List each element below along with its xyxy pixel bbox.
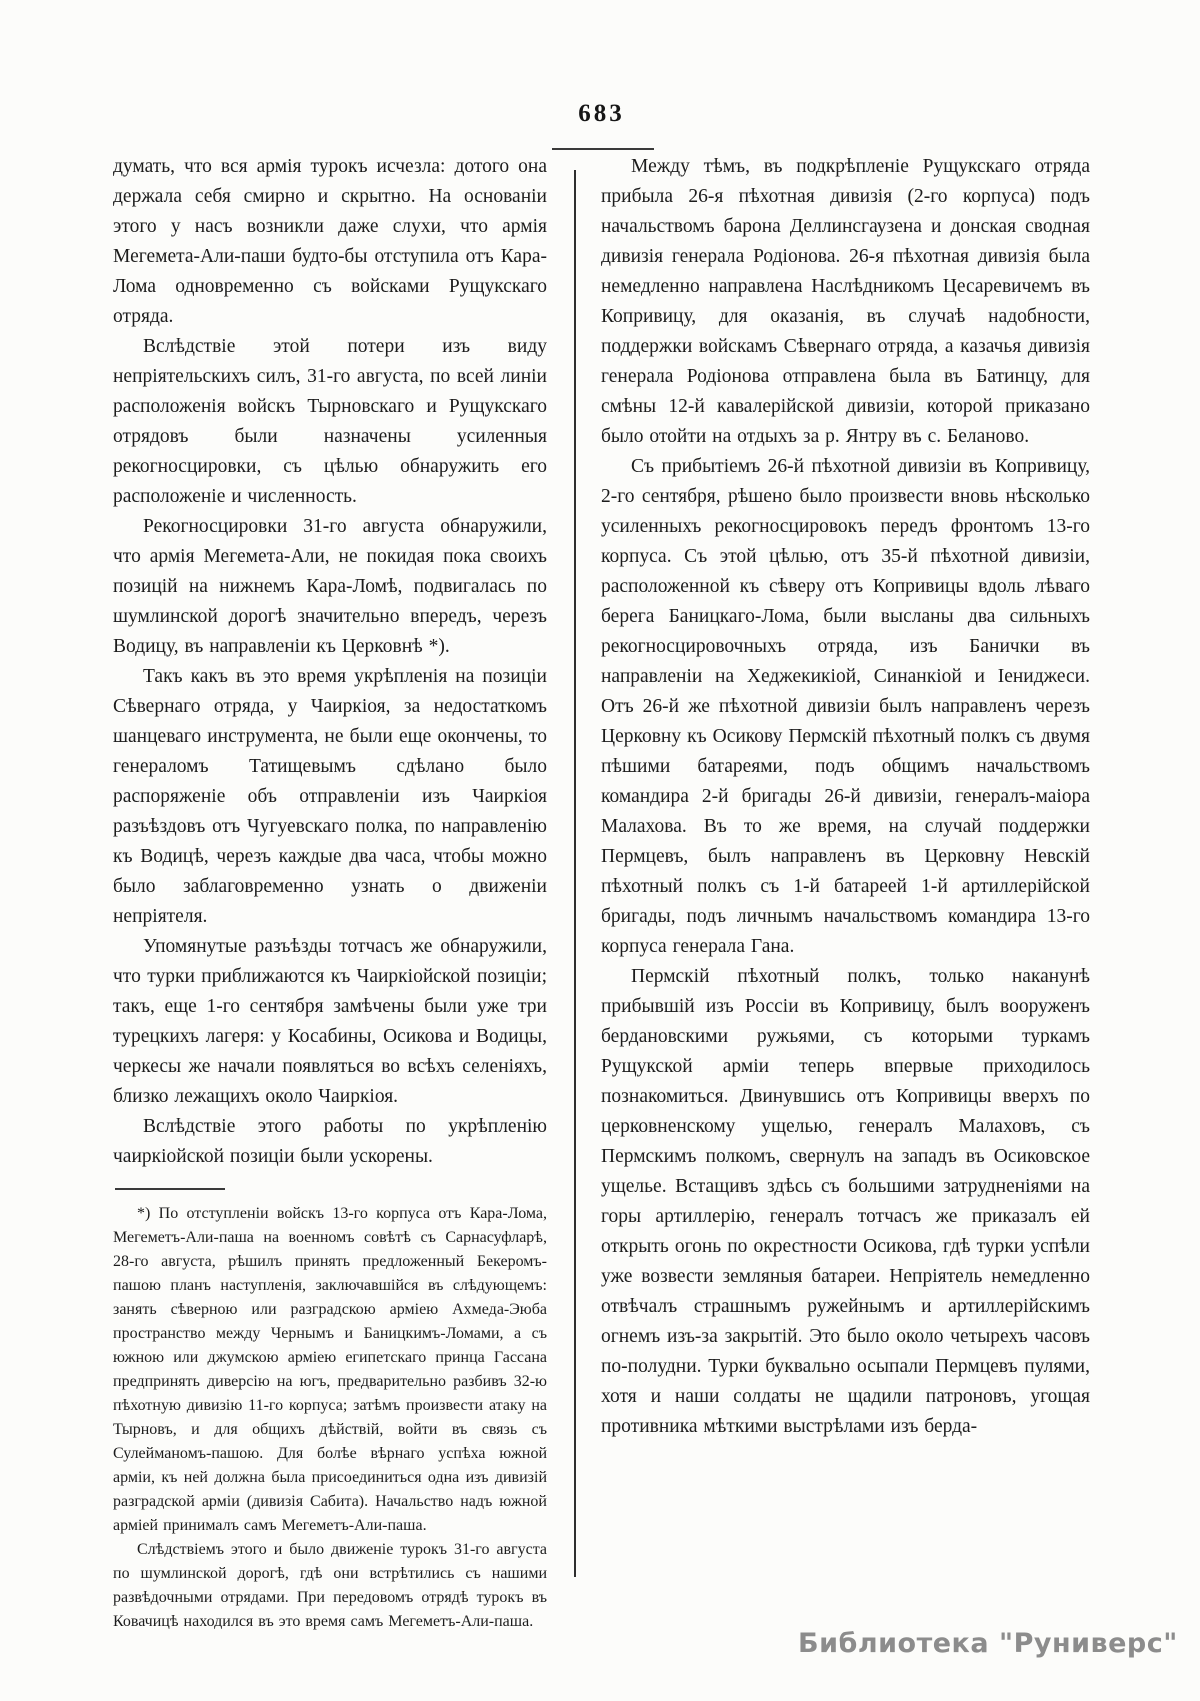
left-column (113, 152, 547, 1634)
footnote-separator (115, 1188, 225, 1190)
column-divider (574, 170, 576, 1577)
page-number: 683 (578, 100, 625, 127)
paragraph: Между тѣмъ, въ подкрѣпленіе Рущукскаго отряда прибыла 26-я пѣхотная дивизія (2-го корпуса) подъ начальствомъ барона Деллинсгаузена и донская сводная дивизія генерала Родіонова. 26-я пѣхотная дивизія была немедленно направлена Наслѣдникомъ Цесаревичемъ въ Копривицу, для оказанія, въ случаѣ надобности, поддержки войскамъ Сѣвернаго отряда, а казачья дивизія генерала Родіонова отправлена была въ Батинцу, для смѣны 12-й кавалерійской дивизіи, которой приказано было отойти на отдыхъ за р. Янтру въ с. Беланово. (601, 156, 1090, 447)
paragraph: Вслѣдствіе этой потери изъ виду непріятельскихъ силъ, 31-го августа, по всей линіи расположенія войскъ Тырновскаго и Рущукскаго отрядовъ были назначены усиленныя рекогносцировки, съ цѣлью обнаружить его расположеніе и численность. (113, 336, 547, 507)
paragraph: Такъ какъ въ это время укрѣпленія на позиціи Сѣвернаго отряда, у Чаиркіоя, за недостаткомъ шанцеваго инструмента, не были еще окончены, то генераломъ Татищевымъ сдѣлано было распоряженіе объ отправленіи изъ Чаиркіоя разъѣздовъ отъ Чугуевскаго полка, по направленію къ Водицѣ, черезъ каждые два часа, чтобы можно было заблаговременно узнать о движеніи непріятеля. (113, 666, 547, 927)
right-column (601, 152, 1090, 1442)
footnote (113, 1202, 547, 1634)
paragraph: Вслѣдствіе этого работы по укрѣпленію чаиркіойской позиціи были ускорены. (113, 1116, 547, 1167)
library-watermark: Библиотека "Руниверс" (798, 1628, 1178, 1659)
paragraph: Упомянутые разъѣзды тотчасъ же обнаружили, что турки приближаются къ Чаиркіойской позиціи; такъ, еще 1-го сентября замѣчены были уже три турецкихъ лагеря: у Косабины, Осикова и Водицы, черкесы же начали появляться во всѣхъ селеніяхъ, близко лежащихъ около Чаиркіоя. (113, 936, 547, 1107)
paragraph: Рекогносцировки 31-го августа обнаружили, что армія Мегемета-Али, не покидая пока своихъ позицій на нижнемъ Кара-Ломѣ, подвигалась по шумлинской дорогѣ значительно впередъ, черезъ Водицу, въ направленіи къ Церковнѣ *). (113, 516, 547, 657)
footnote-paragraph: *) По отступленіи войскъ 13-го корпуса отъ Кара-Лома, Мегеметъ-Али-паша на военномъ совѣтѣ съ Сарнасуфларѣ, 28-го августа, рѣшилъ принять предложенный Бекеромъ-пашою планъ наступленія, заключавшійся въ слѣдующемъ: занять сѣверною или разградскою арміею Ахмеда-Эюба пространство между Чернымъ и Баницкимъ-Ломами, а съ южною или джумскою арміею египетскаго принца Гассана предпринять диверсію на югъ, предварительно разбивъ 32-ю пѣхотную дивизію 11-го корпуса; затѣмъ произвести атаку на Тырновъ, и для общихъ дѣйствій, войти въ связь съ Сулейманомъ-пашою. Для болѣе вѣрнаго успѣха южной арміи, къ ней должна была присоединиться одна изъ дивизій разградской арміи (дивизія Сабита). Начальство надъ южной арміей принималъ самъ Мегеметъ-Али-паша. (113, 1205, 547, 1534)
paragraph: думать, что вся армія турокъ исчезла: дотого она держала себя смирно и скрытно. На основаніи этого у насъ возникли даже слухи, что армія Мегемета-Али-паши будто-бы отступила отъ Кара-Лома одновременно съ войсками Рущукскаго отряда. (113, 156, 547, 327)
paragraph: Пермскій пѣхотный полкъ, только наканунѣ прибывшій изъ Россіи въ Копривицу, былъ вооруженъ бердановскими ружьями, съ которыми туркамъ Рущукской арміи теперь впервые приходилось познакомиться. Двинувшись отъ Копривицы вверхъ по церковненскому ущелью, генералъ Малаховъ, съ Пермскимъ полкомъ, свернулъ на западъ въ Осиковское ущелье. Встащивъ здѣсь съ большими затрудненіями на горы артиллерію, генералъ тотчасъ же приказалъ ей открыть огонь по окрестности Осикова, гдѣ турки успѣли уже возвести земляныя батареи. Непріятель немедленно отвѣчалъ страшнымъ ружейнымъ и артиллерійскимъ огнемъ изъ-за закрытій. Это было около четырехъ часовъ по-полудни. Турки буквально осыпали Пермцевъ пулями, хотя и наши солдаты не щадили патроновъ, угощая противника мѣткими выстрѣлами изъ берда- (601, 966, 1090, 1437)
page-header (113, 100, 1090, 128)
paragraph: Съ прибытіемъ 26-й пѣхотной дивизіи въ Копривицу, 2-го сентября, рѣшено было произвести вновь нѣсколько усиленныхъ рекогносцировокъ передъ фронтомъ 13-го корпуса. Съ этой цѣлью, отъ 35-й пѣхотной дивизіи, расположенной къ сѣверу отъ Копривицы вдоль лѣваго берега Баницкаго-Лома, были высланы два сильныхъ рекогносцировочныхъ отряда, изъ Банички въ направленіи на Хеджекикіой, Синанкіой и Іениджеси. Отъ 26-й же пѣхотной дивизіи былъ направленъ черезъ Церковну къ Осикову Пермскій пѣхотный полкъ съ двумя пѣшими батареями, подъ общимъ начальствомъ командира 2-й бригады 26-й дивизіи, генералъ-маіора Малахова. Въ то же время, на случай поддержки Пермцевъ, былъ направленъ въ Церковну Невскій пѣхотный полкъ съ 1-й батареей 1-й артиллерійской бригады, подъ личнымъ начальствомъ командира 13-го корпуса генерала Гана. (601, 456, 1090, 957)
footnote-paragraph: Слѣдствіемъ этого и было движеніе турокъ 31-го августа по шумлинской дорогѣ, гдѣ они встрѣтились съ нашими развѣдочными отрядами. При передовомъ отрядѣ турокъ въ Ковачицѣ находился въ это время самъ Мегеметъ-Али-паша. (113, 1541, 547, 1630)
page-number-rule (552, 148, 654, 150)
